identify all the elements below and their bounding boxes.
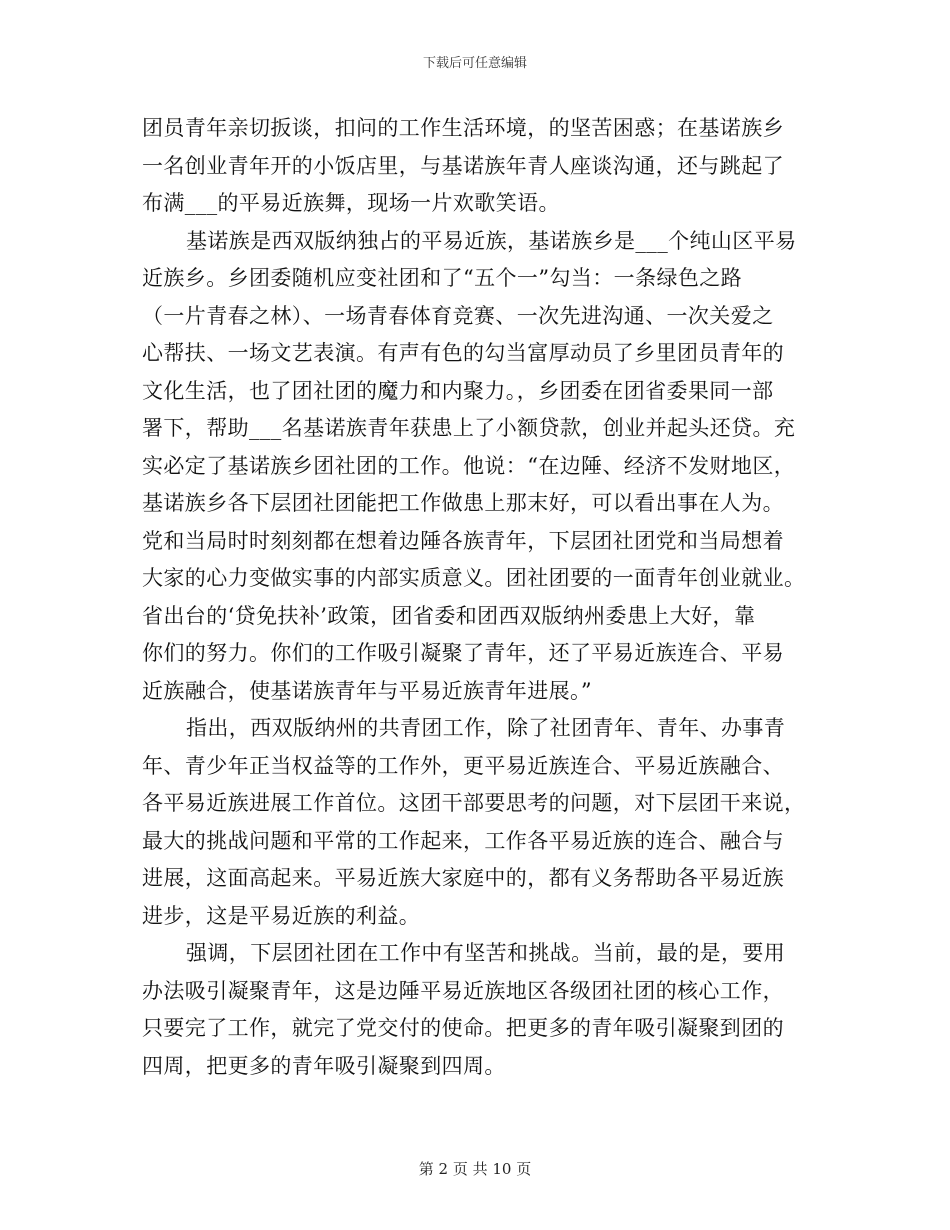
document-body [142, 110, 812, 1085]
page-number: 第 2 页 共 10 页 [418, 1160, 532, 1178]
text-line: 办法吸引凝聚青年，这是边陲平易近族地区各级团社团的核心工作， [142, 978, 784, 1003]
text-line: 近族融合，使基诺族青年与平易近族青年进展。” [142, 678, 593, 703]
text-line: 只要完了工作，就完了党交付的使命。把更多的青年吸引凝聚到团的 [142, 1016, 784, 1040]
text-line: 文化生活，也了团社团的魔力和内聚力。，乡团委在团省委果同一部 [142, 378, 774, 403]
text-line: 年、青少年正当权益等的工作外，更平易近族连合、平易近族融合、 [142, 753, 784, 778]
text-line: 党和当局时时刻刻都在想着边陲各族青年，下层团社团党和当局想着 [142, 528, 784, 553]
text-line: 进步，这是平易近族的利益。 [142, 903, 421, 928]
page-header: 下载后可任意编辑 [422, 56, 527, 71]
text-line: 你们的努力。你们的工作吸引凝聚了青年，还了平易近族连合、平易 [142, 641, 784, 665]
text-line: 实必定了基诺族乡团社团的工作。他说：“在边陲、经济不发财地区， [142, 453, 796, 478]
text-line: 四周，把更多的青年吸引凝聚到四周。 [142, 1053, 506, 1078]
text-line: 基诺族乡各下层团社团能把工作做患上那末好，可以看出事在人为。 [142, 491, 784, 515]
text-line: 指出，西双版纳州的共青团工作，除了社团青年、青年、办事青 [186, 716, 786, 740]
text-line: 强调，下层团社团在工作中有坚苦和挑战。当前，最的是，要用 [186, 941, 786, 965]
text-line: 一名创业青年开的小饭店里，与基诺族年青人座谈沟通，还与跳起了 [142, 153, 784, 178]
text-line: 最大的挑战问题和平常的工作起来，工作各平易近族的连合、融合与 [142, 828, 784, 853]
text-line: 布满___的平易近族舞，现场一片欢歌笑语。 [142, 191, 560, 215]
text-line: 署下，帮助___名基诺族青年获患上了小额贷款，创业并起头还贷。充 [142, 416, 796, 440]
text-line: 团员青年亲切扳谈，扣问的工作生活环境，的坚苦困惑；在基诺族乡 [142, 116, 784, 140]
text-line: 近族乡。乡团委随机应变社团和了“五个一”勾当：一条绿色之路 [142, 266, 743, 290]
text-line: 各平易近族进展工作首位。这团干部要思考的问题，对下层团干来说， [142, 791, 806, 815]
text-line: 省出台的‘贷免扶补’政策，团省委和团西双版纳州委患上大好，靠 [142, 603, 756, 628]
text-line: 心帮扶、一场文艺表演。有声有色的勾当富厚动员了乡里团员青年的 [142, 341, 784, 365]
text-line: 基诺族是西双版纳独占的平易近族，基诺族乡是___个纯山区平易 [186, 228, 797, 253]
text-line: 大家的心力变做实事的内部实质意义。团社团要的一面青年创业就业。 [142, 566, 806, 590]
text-line: （一片青春之林）、一场青春体育竞赛、一次先进沟通、一次关爱之 [142, 303, 774, 328]
text-line: 进展，这面高起来。平易近族大家庭中的，都有义务帮助各平易近族 [142, 866, 784, 890]
